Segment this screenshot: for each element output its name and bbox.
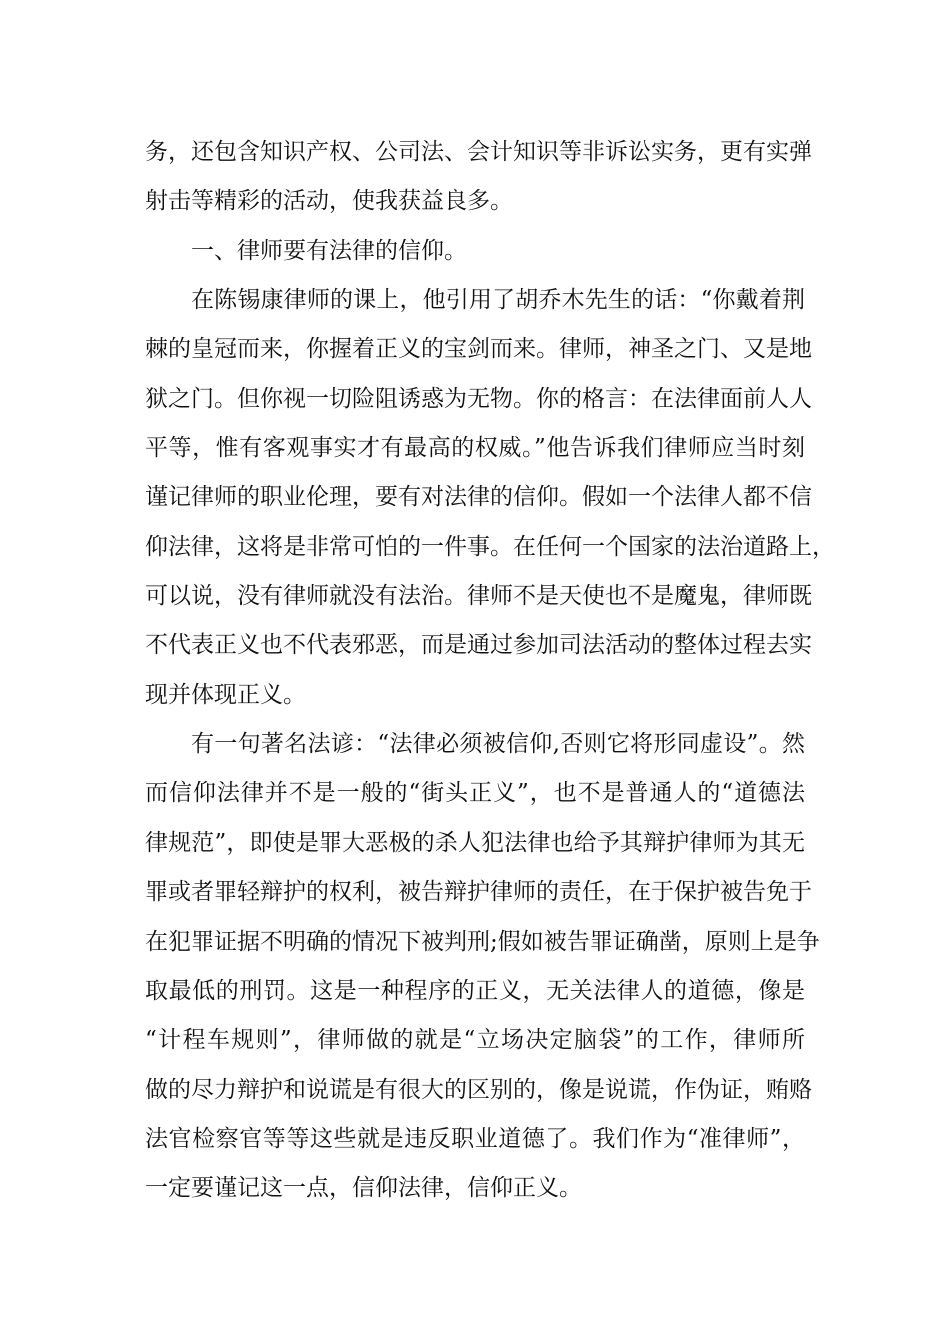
text-line-17: 在犯罪证据不明确的情况下被判刑;假如被告罪证确凿，原则上是争 xyxy=(145,928,820,955)
text-line-10: 可以说，没有律师就没有法治。律师不是天使也不是魔鬼，律师既 xyxy=(145,583,812,610)
text-line-1: 务，还包含知识产权、公司法、会计知识等非诉讼实务，更有实弹 xyxy=(145,139,812,165)
text-line-5: 棘的皇冠而来，你握着正义的宝剑而来。律师，神圣之门、又是地 xyxy=(145,336,812,363)
text-line-20: 做的尽力辩护和说谎是有很大的区别的，像是说谎，作伪证，贿赂 xyxy=(145,1076,812,1103)
text-line-4: 在陈锡康律师的课上，他引用了胡乔木先生的话：“你戴着荆 xyxy=(191,287,805,314)
text-line-15: 律规范”，即使是罪大恶极的杀人犯法律也给予其辩护律师为其无 xyxy=(145,829,805,856)
text-line-18: 取最低的刑罚。这是一种程序的正义，无关法律人的道德，像是 xyxy=(145,977,805,1004)
text-line-7: 平等，惟有客观事实才有最高的权威。”他告诉我们律师应当时刻 xyxy=(145,435,805,462)
text-line-8: 谨记律师的职业伦理，要有对法律的信仰。假如一个法律人都不信 xyxy=(145,484,812,511)
text-line-19: “计程车规则”，律师做的就是“立场决定脑袋”的工作，律师所 xyxy=(145,1027,805,1054)
text-line-11: 不代表正义也不代表邪恶，而是通过参加司法活动的整体过程去实 xyxy=(145,632,812,659)
text-line-12: 现并体现正义。 xyxy=(145,681,306,708)
text-line-14: 而信仰法律并不是一般的“街头正义”，也不是普通人的“道德法 xyxy=(145,780,805,807)
text-line-2: 射击等精彩的活动，使我获益良多。 xyxy=(145,188,513,215)
section-heading: 一、律师要有法律的信仰。 xyxy=(191,237,467,264)
document-body xyxy=(145,128,835,1214)
text-line-22: 一定要谨记这一点，信仰法律，信仰正义。 xyxy=(145,1175,582,1202)
text-line-13: 有一句著名法谚：“法律必须被信仰,否则它将形同虚设”。然 xyxy=(191,731,805,758)
text-line-6: 狱之门。但你视一切险阻诱惑为无物。你的格言：在法律面前人人 xyxy=(145,385,812,412)
text-line-16: 罪或者罪轻辩护的权利，被告辩护律师的责任，在于保护被告免于 xyxy=(145,879,812,906)
text-line-9: 仰法律，这将是非常可怕的一件事。在任何一个国家的法治道路上， xyxy=(145,533,835,560)
text-line-21: 法官检察官等等这些就是违反职业道德了。我们作为“准律师”， xyxy=(145,1125,805,1152)
